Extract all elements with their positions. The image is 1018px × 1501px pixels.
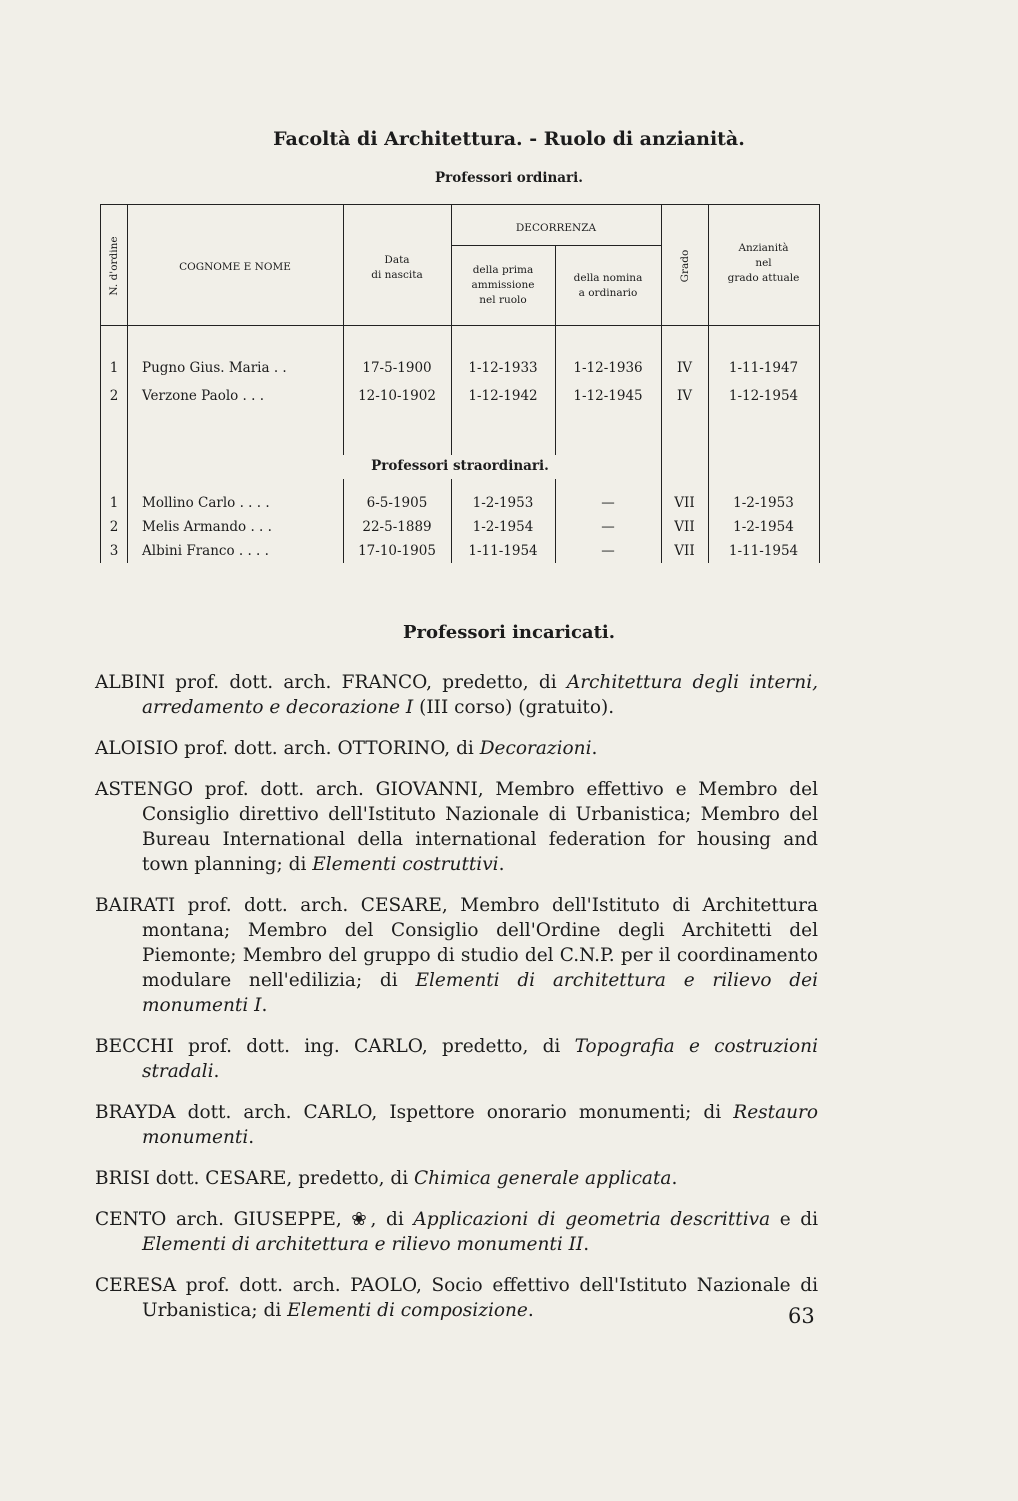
section-title-straordinari: Professori straordinari.: [371, 458, 549, 474]
cell-birth: 17-10-1905: [358, 543, 436, 559]
seniority-table: [100, 204, 820, 563]
cell-ord: 1-12-1936: [573, 360, 643, 376]
entry-text: .: [261, 995, 268, 1016]
entry-course: Elementi di architettura e rilievo dei monumenti I: [142, 970, 818, 1016]
col-header-seniority: [708, 241, 819, 287]
list-item: [95, 1273, 818, 1323]
list-item: [95, 670, 818, 720]
entry-text: BECCHI prof. dott. ing. CARLO, predetto, di: [95, 1036, 575, 1057]
entry-course: Topografia e costruzioni stradali: [142, 1036, 818, 1082]
col-header-decorrenza: DECORRENZA: [515, 222, 597, 234]
cell-ord: 1-12-1945: [573, 388, 643, 404]
col-header-birth-line2: di nascita: [371, 269, 423, 282]
entry-text: .: [527, 1300, 534, 1321]
section-title-ordinari: Professori ordinari.: [435, 170, 583, 186]
section-title-incaricati: Professori incaricati.: [403, 622, 615, 643]
cell-name: Verzone Paolo . . .: [142, 388, 265, 404]
col-header-first-line1: della prima: [472, 264, 534, 276]
cell-seniority: 1-2-1953: [733, 495, 794, 511]
cell-grade: IV: [676, 388, 693, 404]
cell-seniority: 1-12-1954: [728, 388, 799, 404]
cell-grade: IV: [676, 360, 693, 376]
entry-text: ASTENGO prof. dott. arch. GIOVANNI, Membro effettivo e Membro del Consiglio direttivo dell'Istituto Nazionale di Urbanistica; Membro del Bureau International della international federation for housing and town planning; di: [95, 779, 818, 875]
entry-course: Chimica generale applicata: [414, 1168, 672, 1189]
cell-num: 2: [109, 519, 119, 535]
cell-first: 1-2-1953: [472, 495, 534, 511]
col-header-name: COGNOME E NOME: [179, 261, 291, 273]
cell-seniority: 1-11-1947: [728, 360, 799, 376]
page-number: 63: [788, 1304, 815, 1328]
col-header-number: N. d'ordine: [108, 236, 120, 296]
entry-text: BRAYDA dott. arch. CARLO, Ispettore onorario monumenti; di: [95, 1102, 734, 1123]
entry-text: CENTO arch. GIUSEPPE, ❀, di: [95, 1209, 414, 1230]
entry-text: CERESA prof. dott. arch. PAOLO, Socio effettivo dell'Istituto Nazionale di Urbanistica; di: [95, 1275, 818, 1321]
entry-course: Architettura degli interni, arredamento e decorazione I: [142, 672, 818, 718]
incaricati-list: [95, 670, 818, 1339]
cell-birth: 17-5-1900: [362, 360, 432, 376]
cell-ord: —: [601, 543, 615, 559]
col-header-ordinary-nomination: [555, 271, 661, 301]
entry-text: ALBINI prof. dott. arch. FRANCO, predetto, di: [95, 672, 567, 693]
entry-text: .: [498, 854, 505, 875]
entry-course: Elementi di composizione: [287, 1300, 528, 1321]
col-header-grade: Grado: [679, 249, 691, 283]
cell-seniority: 1-2-1954: [733, 519, 794, 535]
entry-text: BRISI dott. CESARE, predetto, di: [95, 1168, 415, 1189]
list-item: [95, 736, 818, 761]
cell-birth: 22-5-1889: [362, 519, 432, 535]
entry-text: .: [583, 1234, 590, 1255]
cell-first: 1-12-1942: [468, 388, 538, 404]
entry-course: Applicazioni di geometria descrittiva: [413, 1209, 771, 1230]
cell-grade: VII: [674, 519, 695, 535]
cell-num: 1: [109, 360, 119, 376]
entry-text: BAIRATI prof. dott. arch. CESARE, Membro dell'Istituto di Architettura montana; Membro del Consiglio dell'Ordine degli Architetti del Piemonte; Membro del gruppo di studio del C.N.P. per il coordinamento modulare nell'edilizia; di: [95, 895, 818, 991]
cell-num: 2: [109, 388, 119, 404]
col-header-ord-line1: della nomina: [573, 272, 643, 284]
entry-text: ALOISIO prof. dott. arch. OTTORINO, di: [95, 738, 480, 759]
col-header-seniority-line2: nel: [755, 257, 772, 270]
entry-text: .: [591, 738, 598, 759]
entry-course: Elementi costruttivi: [312, 854, 499, 875]
cell-first: 1-2-1954: [472, 519, 534, 535]
entry-text: .: [248, 1127, 255, 1148]
col-header-ord-line2: a ordinario: [578, 287, 638, 300]
col-header-first-line2: ammissione: [471, 279, 535, 292]
cell-birth: 6-5-1905: [366, 495, 428, 511]
cell-first: 1-11-1954: [468, 543, 538, 559]
list-item: [95, 1100, 818, 1150]
list-item: [95, 777, 818, 877]
cell-name: Mollino Carlo . . . .: [142, 495, 270, 511]
cell-seniority: 1-11-1954: [728, 543, 799, 559]
entry-course: Decorazioni: [479, 738, 592, 759]
cell-birth: 12-10-1902: [358, 388, 436, 404]
col-header-seniority-line1: Anzianità: [738, 242, 789, 254]
cell-name: Albini Franco . . . .: [142, 543, 269, 559]
entry-text: e di: [770, 1209, 819, 1230]
cell-name: Melis Armando . . .: [142, 519, 272, 535]
entry-course: Elementi di architettura e rilievo monumenti II: [142, 1234, 584, 1255]
cell-ord: —: [601, 519, 615, 535]
cell-grade: VII: [674, 543, 695, 559]
entry-text: .: [671, 1168, 678, 1189]
entry-text: .: [213, 1061, 220, 1082]
entry-text: (III corso) (gratuito).: [413, 697, 615, 718]
list-item: [95, 1034, 818, 1084]
col-header-birth-line1: Data: [384, 254, 410, 266]
page-title: Facoltà di Architettura. - Ruolo di anzianità.: [273, 128, 745, 150]
cell-ord: —: [601, 495, 615, 511]
cell-name: Pugno Gius. Maria . .: [142, 360, 287, 376]
cell-first: 1-12-1933: [468, 360, 538, 376]
col-header-seniority-line3: grado attuale: [727, 272, 800, 285]
cell-grade: VII: [674, 495, 695, 511]
col-header-first-line3: nel ruolo: [479, 294, 527, 307]
list-item: [95, 1166, 818, 1191]
list-item: [95, 1207, 818, 1257]
entry-course: Restauro monumenti: [142, 1102, 818, 1148]
list-item: [95, 893, 818, 1018]
cell-num: 3: [109, 543, 119, 559]
col-header-birth: [343, 253, 451, 283]
cell-num: 1: [109, 495, 119, 511]
col-header-first-admission: [451, 263, 555, 309]
